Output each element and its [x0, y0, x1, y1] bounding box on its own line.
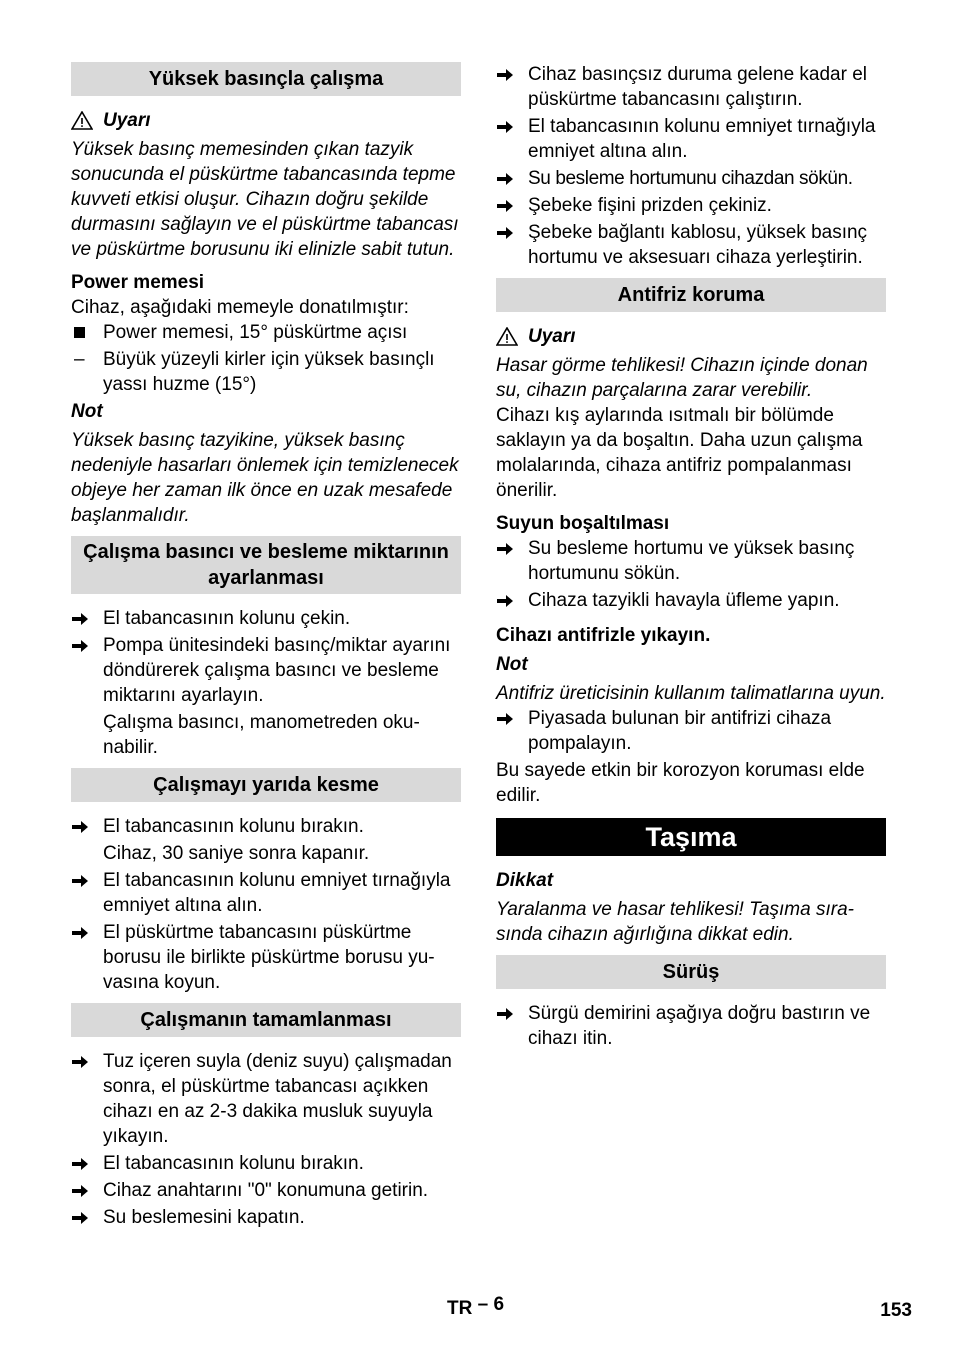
note-text: Yüksek basınç tazyikine, yüksek basınç nedeniyle hasarları önlemek için temizlenecek objeye her zaman ilk önce en uzak mesafede başlanmalıdır.: [71, 430, 459, 526]
warning-triangle-icon: [71, 111, 93, 130]
list-item: Tuz içeren suyla (deniz suyu) çalışmadan sonra, el püskürtme tabancası açıkken cihazı en az 2-3 dakika musluk suyuyla yıkayın.: [71, 1049, 461, 1149]
list-item: – Büyük yüzeyli kirler için yüksek basınçlı yassı huzme (15°): [74, 349, 435, 395]
warning-text: Yüksek basınç memesinden çıkan tazyik sonucunda el püskürtme tabancasında tepme kuvveti etkisi oluşur. Cihazın doğru şekilde durmasını sağlayın ve el püskürtme tabancası ve püskürtme borusunu iki elinizle sabit tutun.: [71, 139, 459, 260]
footer-language-page: [447, 1296, 504, 1321]
arrow-right-icon: [496, 120, 514, 134]
subheading-rinse-antifreeze: Cihazı antifrizle yıkayın.: [496, 625, 711, 646]
right-column: [496, 62, 886, 1053]
footer-page-number: 153: [880, 1300, 912, 1321]
arrow-right-icon: [71, 926, 89, 940]
arrow-right-icon: [496, 542, 514, 556]
list-item: Cihaz basınçsız duruma gelene kadar el püskürtme tabancasını çalıştırın.: [496, 62, 886, 112]
list-item: Şebeke bağlantı kablosu, yüksek basınç hortumu ve aksesuarı cihaza yerleştirin.: [496, 220, 886, 270]
list-item: Sürgü demirini aşağıya doğru bastırın ve cihazı itin.: [496, 1001, 886, 1051]
arrow-right-icon: [71, 1055, 89, 1069]
caution-text: Yaralanma ve hasar tehlikesi! Taşıma sırasında cihazın ağırlığına dikkat edin.: [496, 899, 854, 945]
list-item: Piyasada bulunan bir antifrizi cihaza pompalayın.: [496, 706, 886, 756]
warning-word: Uyarı: [528, 326, 576, 347]
arrow-right-icon: [496, 226, 514, 240]
note-text: Antifriz üreticisinin kullanım talimatlarına uyun.: [496, 683, 886, 704]
list-item: Pompa ünitesindeki basınç/miktar ayarını döndürerek çalışma basıncı ve besleme miktarını ayarlayın.: [71, 633, 461, 708]
list-item: El tabancasının kolunu emniyet tırnağıyla emniyet altına alın.: [71, 868, 461, 918]
left-column: [71, 62, 461, 1232]
warning-text: Hasar görme tehlikesi! Cihazın içinde donan su, cihazın parçalarına zarar verebilir.: [496, 355, 868, 401]
arrow-right-icon: [71, 820, 89, 834]
subheading-power-nozzle: Power memesi: [71, 272, 205, 293]
list-item: El tabancasının kolunu emniyet tırnağıyla emniyet altına alın.: [496, 114, 886, 164]
list-item: Cihaza tazyikli havayla üfleme yapın.: [496, 588, 886, 613]
arrow-right-icon: [496, 594, 514, 608]
arrow-right-icon: [71, 1211, 89, 1225]
section-heading-driving: Sürüş: [496, 955, 886, 989]
section-heading-pressure-setting: Çalışma basıncı ve besleme miktarının ayarlanması: [71, 536, 461, 594]
arrow-right-icon: [71, 639, 89, 653]
list-item: Cihaz anahtarını "0" konumuna getirin.: [71, 1178, 461, 1203]
section-heading-finish: Çalışmanın tamamlanması: [71, 1003, 461, 1037]
list-item: Su besleme hortumunu cihazdan sökün.: [496, 166, 886, 191]
chapter-heading-transport: Taşıma: [496, 818, 886, 856]
square-bullet-icon: [74, 327, 85, 338]
footer-language: TR: [447, 1298, 473, 1319]
arrow-right-icon: [496, 712, 514, 726]
list-item: Power memesi, 15° püskürtme açısı: [71, 320, 461, 345]
list-item: Su beslemesini kapatın.: [71, 1205, 461, 1230]
arrow-right-icon: [71, 612, 89, 626]
section-heading-interrupt: Çalışmayı yarıda kesme: [71, 768, 461, 802]
indented-note: Çalışma basıncı, manometreden okunabilir.: [103, 712, 420, 758]
arrow-right-icon: [496, 199, 514, 213]
arrow-right-icon: [496, 68, 514, 82]
list-item: El püskürtme tabancasını püskürtme borusu ile birlikte püskürtme borusu yuvasına koyun.: [71, 920, 461, 995]
list-item: El tabancasının kolunu bırakın.: [71, 1151, 461, 1176]
note-label: Not: [71, 401, 103, 422]
arrow-right-icon: [71, 1184, 89, 1198]
dash-bullet: –: [74, 349, 85, 370]
corrosion-text: Bu sayede etkin bir korozyon koruması elde edilir.: [496, 760, 865, 806]
arrow-right-icon: [496, 1007, 514, 1021]
antifreeze-text: Cihazı kış aylarında ısıtmalı bir bölümde saklayın ya da boşaltın. Daha uzun çalışma molalarında, cihaza antifriz pompalanması önerilir.: [496, 405, 863, 501]
warning-label: [496, 324, 886, 349]
subheading-draining: Suyun boşaltılması: [496, 513, 670, 534]
list-item: Şebeke fişini prizden çekiniz.: [496, 193, 886, 218]
footer-local-page: 6: [493, 1294, 505, 1315]
list-item: El tabancasının kolunu çekin.: [71, 606, 461, 631]
arrow-right-icon: [71, 1157, 89, 1171]
indented-note: Cihaz, 30 saniye sonra kapanır.: [103, 843, 370, 864]
arrow-right-icon: [496, 172, 514, 186]
warning-triangle-icon: [496, 327, 518, 346]
note-label: Not: [496, 654, 528, 675]
warning-word: Uyarı: [103, 110, 151, 131]
arrow-right-icon: [71, 874, 89, 888]
list-item: Su besleme hortumu ve yüksek basınç hortumunu sökün.: [496, 536, 886, 586]
caution-label: Dikkat: [496, 870, 554, 891]
section-heading-antifreeze: Antifriz koruma: [496, 278, 886, 312]
list-item: El tabancasının kolunu bırakın.: [71, 814, 461, 839]
section-heading-high-pressure: Yüksek basınçla çalışma: [71, 62, 461, 96]
nozzle-intro: Cihaz, aşağıdaki memeyle donatılmıştır:: [71, 297, 409, 318]
warning-label: [71, 108, 461, 133]
footer-separator: –: [472, 1294, 494, 1315]
